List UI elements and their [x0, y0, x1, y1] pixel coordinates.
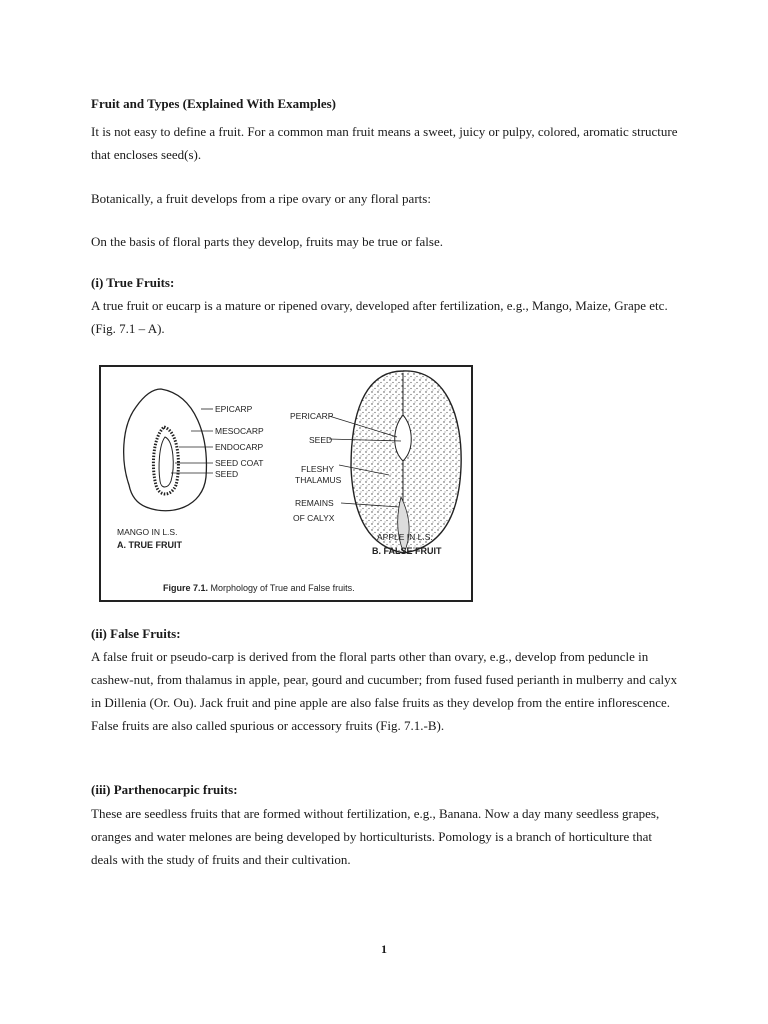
label-epicarp: EPICARP	[215, 404, 253, 414]
apple-caption: APPLE IN L.S.	[377, 532, 433, 542]
figure-caption-text: Morphology of True and False fruits.	[208, 583, 355, 593]
fruit-morphology-diagram	[101, 367, 471, 600]
apple-illustration	[351, 371, 461, 553]
parthenocarpic-heading: (iii) Parthenocarpic fruits:	[91, 782, 238, 797]
label-mesocarp: MESOCARP	[215, 426, 264, 436]
label-thalamus: THALAMUS	[295, 475, 342, 485]
intro-paragraph-3: On the basis of floral parts they develop, fruits may be true or false.	[91, 234, 443, 249]
mango-illustration	[124, 389, 207, 511]
page-title: Fruit and Types (Explained With Examples)	[91, 96, 337, 111]
label-of-calyx: OF CALYX	[293, 513, 335, 523]
parthenocarpic-body: These are seedless fruits that are formed without fertilization, e.g., Banana. Now a day many seedless grapes, oranges and water melones are being developed by horticulturists. Pomology is a branch of horticulture that deals with the study of fruits and their cultivation.	[91, 806, 660, 867]
label-remains: REMAINS	[295, 498, 334, 508]
label-pericarp: PERICARP	[290, 411, 334, 421]
mango-title: A. TRUE FRUIT	[117, 540, 182, 550]
figure-7-1	[99, 365, 473, 602]
label-fleshy: FLESHY	[301, 464, 335, 474]
intro-paragraph-1: It is not easy to define a fruit. For a common man fruit means a sweet, juicy or pulpy, colored, aromatic structure that encloses seed(s).	[91, 124, 678, 162]
intro-paragraph-2: Botanically, a fruit develops from a ripe ovary or any floral parts:	[91, 191, 431, 206]
figure-caption	[163, 583, 355, 593]
false-fruits-heading: (ii) False Fruits:	[91, 626, 181, 641]
mango-caption: MANGO IN L.S.	[117, 527, 178, 537]
label-seed-coat: SEED COAT	[215, 458, 264, 468]
true-fruits-body: A true fruit or eucarp is a mature or ripened ovary, developed after fertilization, e.g., Mango, Maize, Grape etc. (Fig. 7.1 – A).	[91, 298, 668, 336]
page-number: 1	[381, 942, 387, 956]
label-endocarp: ENDOCARP	[215, 442, 264, 452]
figure-caption-number: Figure 7.1.	[163, 583, 209, 593]
true-fruits-heading: (i) True Fruits:	[91, 275, 175, 290]
label-seed: SEED	[215, 469, 239, 479]
apple-title: B. FALSE FRUIT	[372, 546, 442, 556]
label-apple-seed: SEED	[309, 435, 333, 445]
mango-leader-lines	[171, 409, 213, 473]
false-fruits-body: A false fruit or pseudo-carp is derived from the floral parts other than ovary, e.g., develop from peduncle in cashew-nut, from thalamus in apple, pear, gourd and cucumber; from fused fused perianth in mulberry and calyx in Dillenia (Or. Ou). Jack fruit and pine apple are also false fruits as they develop from the entire inflorescence. False fruits are also called spurious or accessory fruits (Fig. 7.1.-B).	[91, 649, 678, 733]
